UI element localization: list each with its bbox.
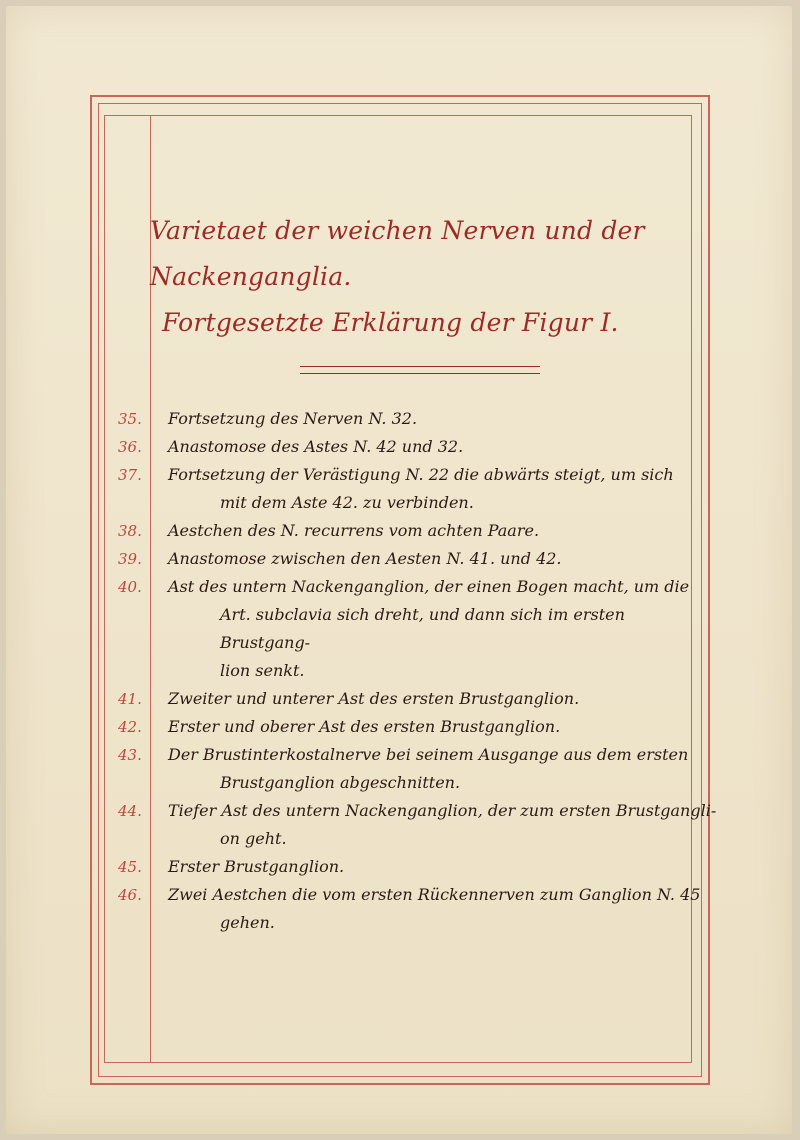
list-item bbox=[0, 573, 800, 685]
entry-number: 37. bbox=[118, 466, 142, 484]
entry-line: Art. subclavia sich dreht, und dann sich im ersten Brustgang- bbox=[220, 605, 625, 652]
list-item bbox=[0, 433, 800, 461]
decorative-rule-bottom bbox=[300, 373, 540, 374]
entry-number: 40. bbox=[118, 578, 142, 596]
entry-line: on geht. bbox=[220, 829, 287, 848]
entry-number: 46. bbox=[118, 886, 142, 904]
title-line-1: Varietaet der weichen Nerven und der Nackenganglia. bbox=[150, 216, 645, 291]
entry-text bbox=[168, 741, 720, 797]
page-title bbox=[150, 208, 710, 346]
entry-line: lion senkt. bbox=[220, 661, 305, 680]
entry-text bbox=[168, 405, 720, 433]
entry-number: 42. bbox=[118, 718, 142, 736]
title-line-2: Fortgesetzte Erklärung der Figur I. bbox=[162, 308, 619, 337]
entry-text bbox=[168, 853, 720, 881]
entry-number: 44. bbox=[118, 802, 142, 820]
entry-line: Brustganglion abgeschnitten. bbox=[220, 773, 461, 792]
entry-line: Ast des untern Nackenganglion, der einen Bogen macht, um die bbox=[168, 577, 690, 596]
entry-text bbox=[168, 545, 720, 573]
entry-text bbox=[168, 461, 720, 517]
entry-text bbox=[168, 797, 720, 853]
entry-line: gehen. bbox=[220, 913, 275, 932]
entry-line: Tiefer Ast des untern Nackenganglion, der zum ersten Brustgangli- bbox=[168, 801, 717, 820]
list-item bbox=[0, 713, 800, 741]
entry-line: Der Brustinterkostalnerve bei seinem Ausgange aus dem ersten bbox=[168, 745, 689, 764]
entry-line: Erster Brustganglion. bbox=[168, 857, 345, 876]
entry-line: Fortsetzung der Verästigung N. 22 die abwärts steigt, um sich bbox=[168, 465, 674, 484]
decorative-rule-top bbox=[300, 366, 540, 367]
list-item bbox=[0, 517, 800, 545]
entry-number: 39. bbox=[118, 550, 142, 568]
list-item bbox=[0, 881, 800, 937]
entry-text bbox=[168, 517, 720, 545]
entry-list bbox=[0, 405, 800, 937]
entry-number: 38. bbox=[118, 522, 142, 540]
entry-number: 41. bbox=[118, 690, 142, 708]
entry-number: 43. bbox=[118, 746, 142, 764]
list-item bbox=[0, 405, 800, 433]
entry-line: Zwei Aestchen die vom ersten Rückennerven zum Ganglion N. 45 bbox=[168, 885, 701, 904]
list-item bbox=[0, 797, 800, 853]
list-item bbox=[0, 741, 800, 797]
entry-number: 36. bbox=[118, 438, 142, 456]
entry-text bbox=[168, 881, 720, 937]
entry-text bbox=[168, 713, 720, 741]
entry-line: Anastomose des Astes N. 42 und 32. bbox=[168, 437, 464, 456]
entry-number: 35. bbox=[118, 410, 142, 428]
entry-line: Aestchen des N. recurrens vom achten Paare. bbox=[168, 521, 540, 540]
list-item bbox=[0, 545, 800, 573]
entry-text bbox=[168, 573, 720, 685]
entry-line: Zweiter und unterer Ast des ersten Brustganglion. bbox=[168, 689, 580, 708]
entry-text bbox=[168, 685, 720, 713]
list-item bbox=[0, 461, 800, 517]
list-item bbox=[0, 853, 800, 881]
entry-line: Fortsetzung des Nerven N. 32. bbox=[168, 409, 418, 428]
entry-text bbox=[168, 433, 720, 461]
entry-number: 45. bbox=[118, 858, 142, 876]
entry-line: mit dem Aste 42. zu verbinden. bbox=[220, 493, 474, 512]
entry-line: Anastomose zwischen den Aesten N. 41. und 42. bbox=[168, 549, 562, 568]
entry-line: Erster und oberer Ast des ersten Brustganglion. bbox=[168, 717, 561, 736]
list-item bbox=[0, 685, 800, 713]
